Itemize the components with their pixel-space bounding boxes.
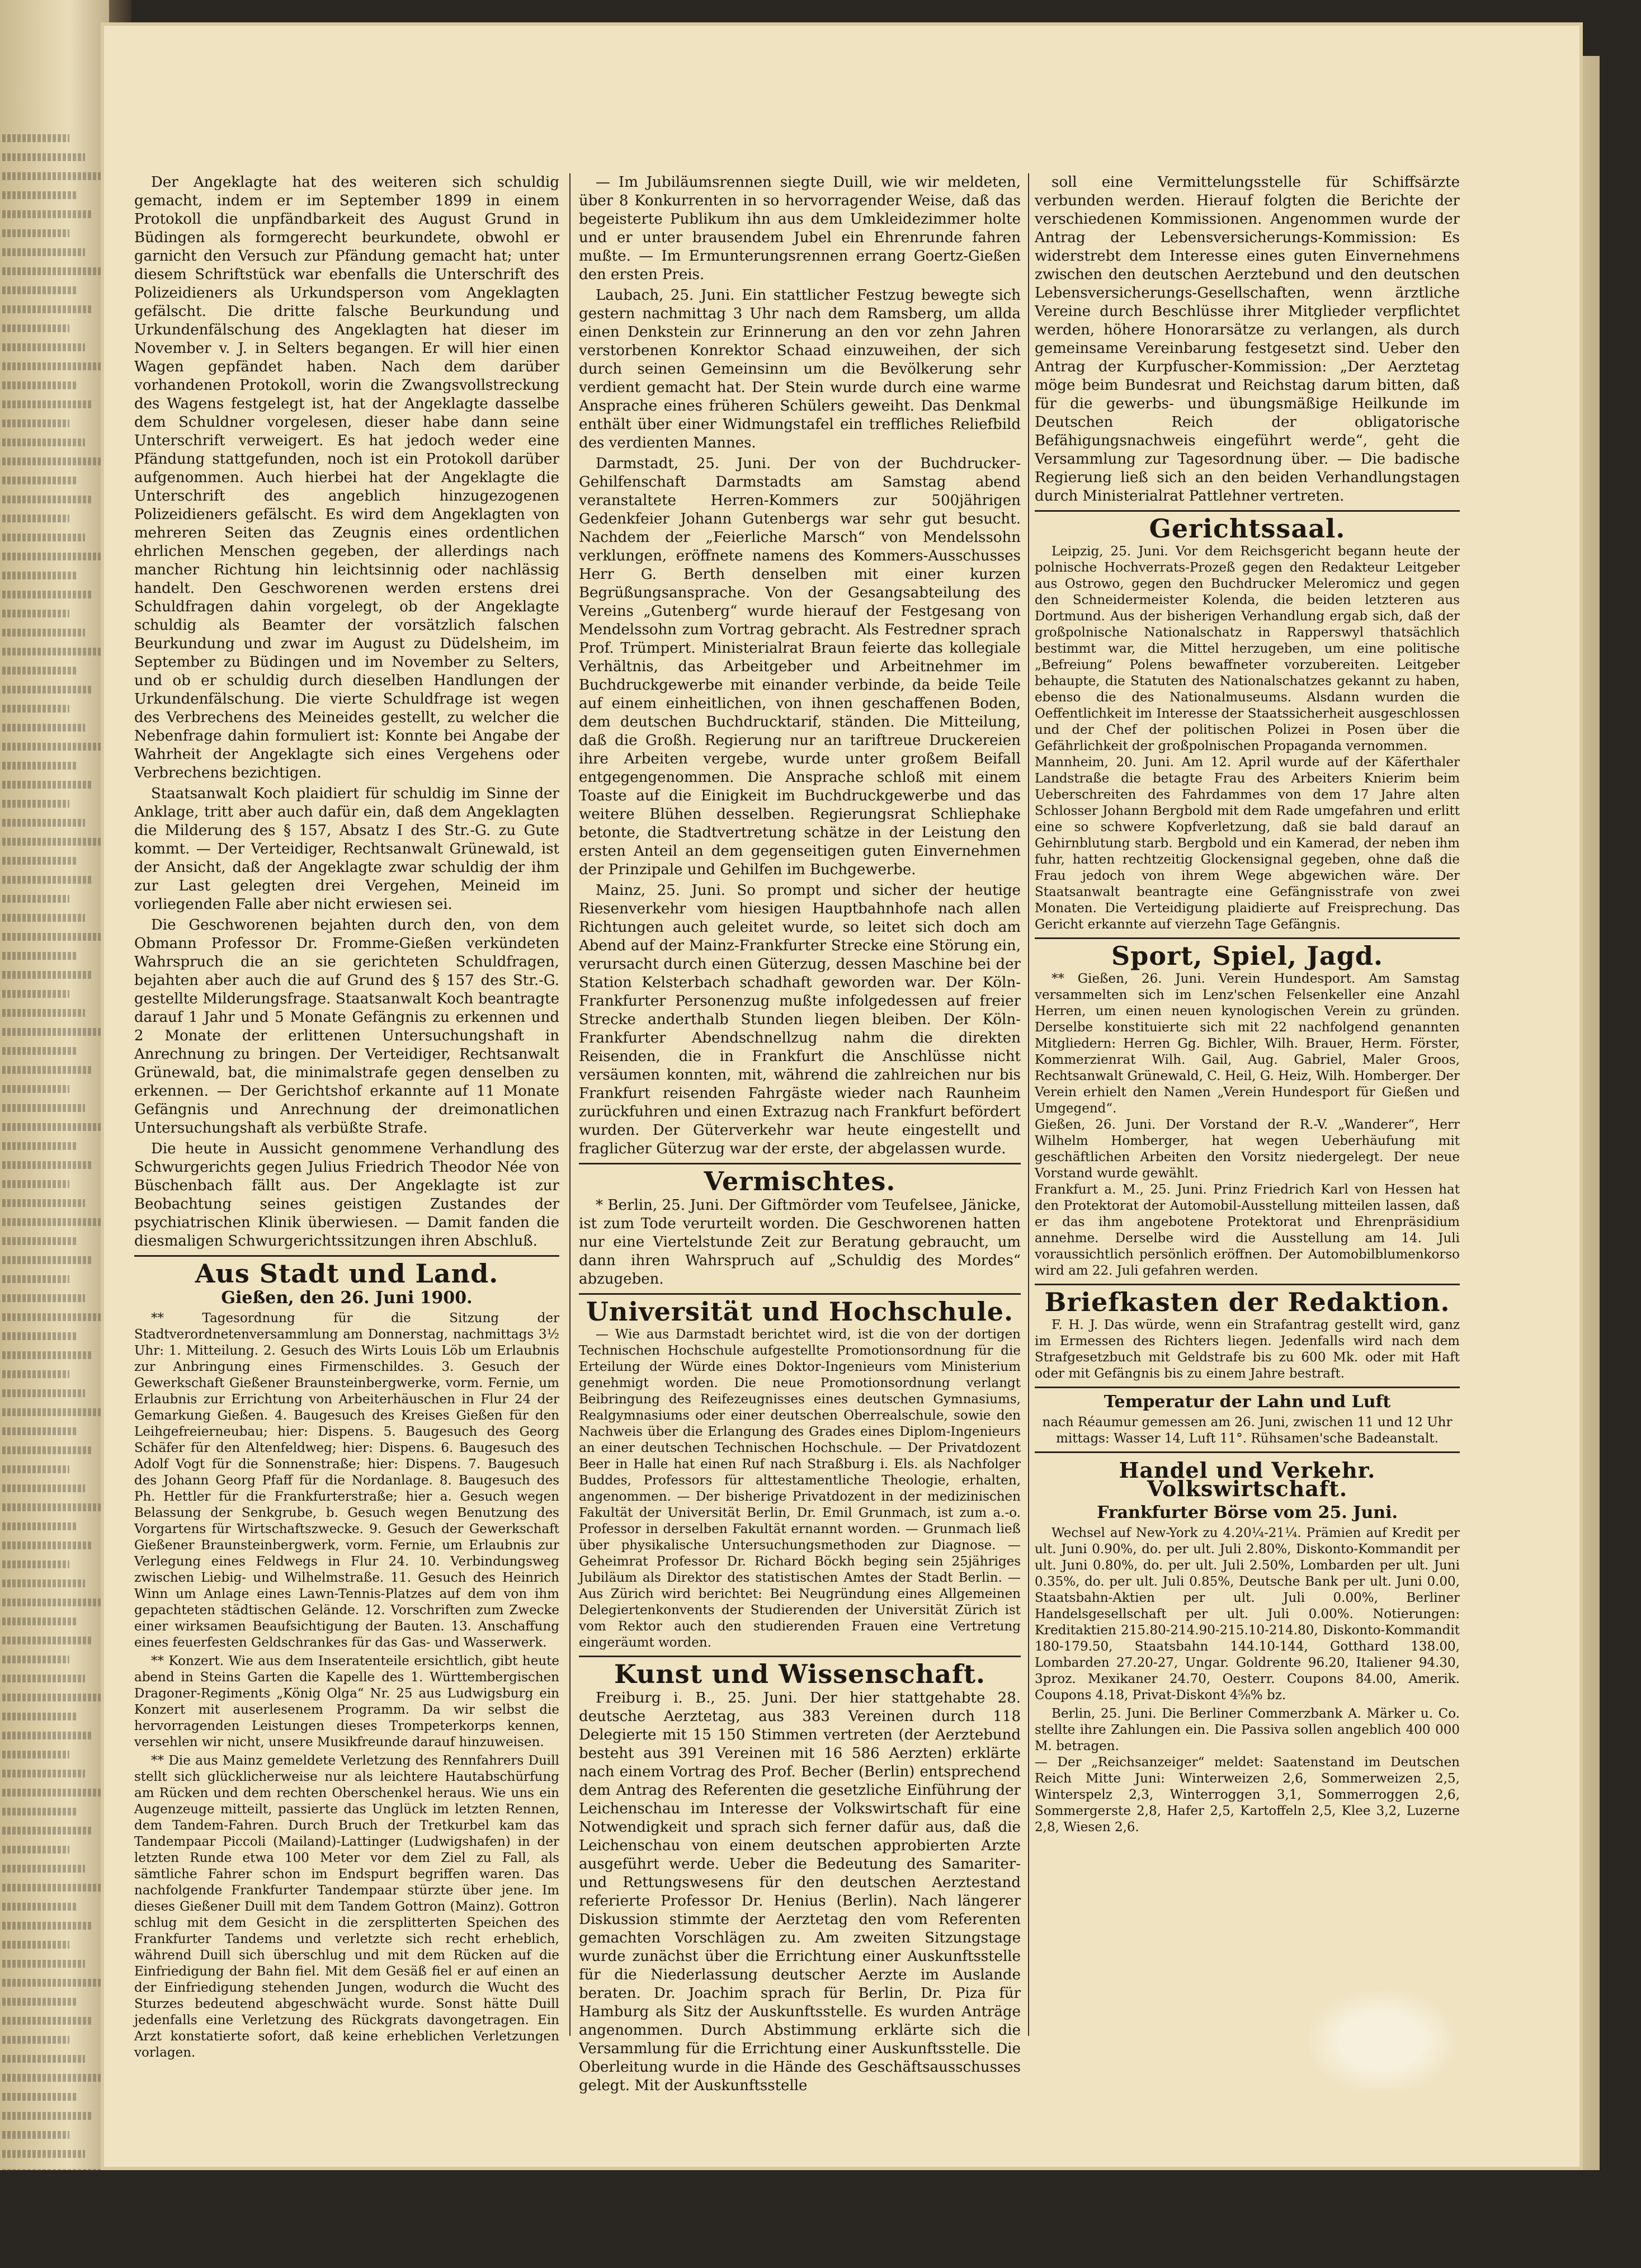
article-paragraph: soll eine Vermittelungsstelle für Schiffsärzte verbunden werden. Hierauf folgten die Berichte der verschiedenen Kommissionen. Angenommen wurde der Antrag der Lebensversicherungs-Kommission: Es widerstrebt dem Interesse eines guten Einvernehmens zwischen den deutschen Aerztebund und den deutschen Lebensversicherungs-Gesellschaften, wenn ärztliche Vereine durch Beschlüsse ihrer Mitglieder verpflichtet werden, höhere Honorarsätze zu verlangen, als durch gemeinsame Vereinbarung festgesetzt sind. Ueber den Antrag der Kurpfuscher-Kommission: „Der Aerztetag möge beim Bundesrat und Reichstag darum bitten, daß für die gewerbs- und übungsmäßige Heilkunde im Deutschen Reich der obligatorische Befähigungsnachweis eingeführt werde“, geht die Versammlung zur Tagesordnung über. — Die badische Regierung ließ sich an den beiden Verhandlungstagen durch Ministerialrat Pattlehner vertreten. (1035, 174, 1460, 504)
adjacent-page-text-line (2, 1066, 93, 1074)
adjacent-page-text-line (2, 1427, 77, 1435)
adjacent-page-text-line (2, 477, 77, 484)
adjacent-page-text-line (2, 1237, 77, 1245)
section-heading-letters: Briefkasten der Redaktion. (1044, 1287, 1450, 1317)
adjacent-page-text-line (2, 1294, 85, 1302)
adjacent-page-text-line (2, 1009, 85, 1017)
article-paragraph: Staatsanwalt Koch plaidiert für schuldig im Sinne der Anklage, tritt aber auch dafür ein, daß dem Angeklagten die Milderung des § 157, Absatz I des Str.-G. zu Gute kommt. — Der Verteidiger, Rechtsanwalt Grünewald, ist der Ansicht, daß der Angeklagte zwar schuldig der ihm zur Last gelegten drei Vergehen, Meineid im vorliegenden Falle aber nicht erwiesen sei. (134, 785, 559, 913)
adjacent-page-text-line (2, 2112, 93, 2120)
article-paragraph: Freiburg i. B., 25. Juni. Der hier stattgehabte 28. deutsche Aerztetag, aus 383 Vereinen durch 118 Delegierte mit 15 150 Stimmen vertreten (der Aerztebund besteht aus 391 Vereinen mit 16 586 Aerzten) erklärte nach einem Vortrag des Prof. Becher (Berlin) entsprechend dem Antrag des Referenten die gesetzliche Einführung der Leichenschau im Interesse der Volkswirtschaft für eine Notwendigkeit und sprach sich ferner dafür aus, daß die Leichenschau von einem deutschen approbierten Arzte ausgeführt werde. Ueber die Bedeutung des Samariter- und Rettungswesens für den deutschen Aerztestand referierte Professor Dr. Henius (Berlin). Nach längerer Diskussion stimmte der Aerztetag den vom Referenten gemachten Vorschlägen zu. Am zweiten Sitzungstage wurde zunächst über die Errichtung einer Auskunftsstelle für die Niederlassung deutscher Aerzte im Auslande beraten. Dr. Joachim sprach für Berlin, Dr. Piza für Hamburg als Sitz der Auskunftsstelle. Es wurden Anträge angenommen. Durch Abstimmung erklärte sich die Versammlung für die Errichtung einer Auskunftsstelle. Die Oberleitung wurde in die Hände des Geschäftsausschusses gelegt. Mit der Auskunftsstelle (579, 1690, 1021, 2094)
section-rule (1035, 1284, 1460, 1285)
article-paragraph: Der Angeklagte hat des weiteren sich schuldig gemacht, indem er im September 1899 in einem Protokoll die unpfändbarkeit des August Grund in Büdingen als formgerecht beurkundete, obwohl er garnicht den Versuch zur Pfändung gemacht hat; unter diesem Schriftstück war ebenfalls die Unterschrift des Polizeidieners als Urkundsperson vom Angeklagten gefälscht. Die dritte falsche Beurkundung und Urkundenfälschung des Angeklagten hat dieser im November v. J. in Selters begangen. Er will hier einen Wagen gepfändet haben. Nach dem darüber vorhandenen Protokoll, worin die Zwangsvollstreckung des Wagens festgelegt ist, hat der Angeklagte dasselbe dem Schuldner vorgelesen, dieser habe dann seine Unterschrift verweigert. Es hat jedoch weder eine Pfändung stattgefunden, noch ist ein Protokoll darüber aufgenommen. Auch hierbei hat der Angeklagte die Unterschrift des angeblich hinzugezogenen Polizeidieners gefälscht. Es wird dem Angeklagten von mehreren Seiten das Zeugnis eines ordentlichen ehrlichen Menschen gegeben, der allerdings nach mancher Richtung hin leichtsinnig oder nachlässig handelt. Den Geschworenen werden erstens drei Schuldfragen dahin vorgelegt, ob der Angeklagte schuldig als Beamter der vorsätzlich falschen Beurkundung und zwar im August zu Düdelsheim, im September zu Büdingen und im November zu Selters, und ob er schuldig durch dieselben Handlungen der Urkundenfälschung. Die vierte Schuldfrage ist wegen des Verbrechens des Meineides gestellt, zu welcher die Nebenfrage dahin formuliert ist: Konnte bei Angabe der Wahrheit der Angeklagte sich eines Vergehens oder Verbrechens bezichtigen. (134, 174, 559, 781)
adjacent-page-text-line (2, 1941, 69, 1949)
temperature-text: nach Réaumur gemessen am 26. Juni, zwischen 11 und 12 Uhr mittags: Wasser 14, Luft 11°. Rühsamen'sche Badeanstalt. (1042, 1415, 1453, 1446)
article-paragraph: Mainz, 25. Juni. So prompt und sicher der heutige Riesenverkehr vom hiesigen Hauptbahnhofe nach allen Richtungen auch geleitet wurde, so leitet sich doch am Abend auf der Mainz-Frankfurter Strecke eine Störung ein, verursacht durch einen Güterzug, dessen Maschine bei der Station Kelsterbach schadhaft geworden war. Der Köln-Frankfurter Personenzug mußte infolgedessen auf freier Strecke anderthalb Stunden liegen bleiben. Der Köln-Frankfurter Abendschnellzug nahm die direkten Reisenden, die in Frankfurt die Anschlüsse nicht versäumen konnten, mit, während die zahlreichen nur bis Frankfurt reisenden Fahrgäste wieder nach Raunheim zurückfuhren und einen Extrazug nach Frankfurt befördert wurden. Der Güterverkehr war heute eingestellt und fraglicher Güterzug war der erste, der abgelassen wurde. (579, 882, 1021, 1157)
adjacent-page-text-line (2, 667, 77, 675)
adjacent-page-text-line (2, 1884, 101, 1892)
adjacent-page-text-line (2, 172, 101, 180)
article-paragraph: ** Tagesordnung für die Sitzung der Stadtverordnetenversammlung am Donnerstag, nachmittags 3½ Uhr: 1. Mitteilung. 2. Gesuch des Wirts Louis Löb um Erlaubnis zur Anbringung eines Firmenschildes. 3. Gesuch der Gewerkschaft Gießener Braunsteinbergwerke, vorm. Fernie, um Erlaubnis zur Errichtung von Arbeiterhäuschen in Flur 24 der Gemarkung Gießen. 4. Baugesuch des Kreises Gießen für den Leihgefreierneubau; hier: Dispens. 5. Baugesuch des Georg Schäfer für den Altenfeldweg; hier: Dispens. 6. Baugesuch des Adolf Vogt für die Sonnenstraße; hier: Dispens. 7. Baugesuch des Johann Georg Pfaff für die Nordanlage. 8. Baugesuch des Ph. Hettler für die Frankfurterstraße; hier a. Gesuch wegen Belassung der Senkgrube, b. Gesuch wegen Benutzung des Vorgartens für Wirtschaftszwecke. 9. Gesuch der Gewerkschaft Gießener Braunsteinbergwerk, vorm. Fernie, um Erlaubnis zur Verlegung eines Feldwegs in Flur 24. 10. Verbindungsweg zwischen Liebig- und Wilhelmstraße. 11. Gesuch des Heinrich Winn um Anlage eines Lawn-Tennis-Platzes auf dem von ihm gepachteten städtischen Gelände. 12. Vorschriften zum Zwecke einer wirksamen Beaufsichtigung der Bauten. 13. Anschaffung eines feuerfesten Geldschrankes für das Gas- und Wasserwerk. (134, 1311, 559, 1650)
adjacent-page-text-line (2, 438, 85, 446)
adjacent-page-text-line (2, 153, 85, 161)
adjacent-page-text-line (2, 496, 93, 503)
scan-background (0, 2170, 1641, 2268)
adjacent-page-text-line (2, 2017, 93, 2025)
adjacent-page-text-line (2, 1846, 69, 1854)
adjacent-page-text-line (2, 1732, 93, 1739)
adjacent-page (0, 0, 115, 2268)
adjacent-page-text-line (2, 229, 69, 237)
adjacent-page-text-line (2, 286, 77, 294)
adjacent-page-text-line (2, 1028, 101, 1036)
adjacent-page-text-line (2, 1637, 93, 1644)
section-rule (579, 1293, 1021, 1295)
article-paragraph: Laubach, 25. Juni. Ein stattlicher Festzug bewegte sich gestern nachmittag 3 Uhr nach dem Ramsberg, um allda einen Denkstein zur Erinnerung an den vor zehn Jahren verstorbenen Konrektor Schaad einzuweihen, der sich durch seinen Gemeinsinn um die Bevölkerung sehr verdient gemacht hat. Der Stein wurde durch eine warme Ansprache eines früheren Schülers geweiht. Das Denkmal enthält über einer Widmungstafel ein treffliches Reliefbild des verdienten Mannes. (579, 287, 1021, 451)
article-paragraph: Wechsel auf New-York zu 4.20¼-21¼. Prämien auf Kredit per ult. Juni 0.90%, do. per ult. Juli 2.80%, Diskonto-Kommandit per ult. Juni 0.80%, do. per ult. Juli 2.50%, Lombarden per ult. Juni 0.35%, do. per ult. Juli 0.85%, Deutsche Bank per ult. Juni 0.00, Staatsbahn-Aktien per ult. Juli 0.00%, Berliner Handelsgesellschaft per ult. Juli 0.00%. Notierungen: Kreditaktien 215.80-214.90-215.10-214.80, Diskonto-Kommandit 180-179.50, Staatsbahn 144.10-144, Gotthard 138.00, Lombarden 27.20-27, Ungar. Goldrente 96.20, Italiener 94.30, 3proz. Mexikaner 24.70, Oesterr. Coupons 84.00, Amerik. Coupons 4.18, Privat-Diskont 4⅝% bz. (1035, 1526, 1460, 1703)
article-paragraph: ** Gießen, 26. Juni. Verein Hundesport. Am Samstag versammelten sich im Lenz'schen Felsenkeller eine Anzahl Herren, um einen neuen kynologischen Verein zu gründen. Derselbe konstituierte sich mit 22 nachfolgend genannten Mitgliedern: Herren Gg. Bichler, Wilh. Brauer, Herm. Förster, Kommerzienrat Wilh. Gail, Aug. Gabriel, Maler Groos, Rechtsanwalt Grünewald, C. Heil, G. Heiz, Wilh. Homberger. Der Verein erhielt den Namen „Verein Hundesport für Gießen und Umgegend“. Gießen, 26. Juni. Der Vorstand der R.-V. „Wanderer“, Herr Wilhelm Homberger, hat wegen Ueberhäufung mit geschäftlichen Arbeiten den Vorsitz niedergelegt. Der neue Vorstand wurde gewählt. Frankfurt a. M., 25. Juni. Prinz Friedrich Karl von Hessen hat den Protektorat der Automobil-Ausstellung mitteilen lassen, daß er das ihm angebotene Protektorat und Ehrenpräsidium annehme. Derselbe wird die Ausstellung am 14. Juli voraussichtlich persönlich eröffnen. Der Automobilblumenkorso wird am 22. Juli gefahren werden. (1035, 972, 1460, 1278)
adjacent-page-text-line (2, 724, 85, 732)
temperature-heading: Temperatur der Lahn und Luft (1104, 1392, 1391, 1412)
adjacent-page-text-line (2, 990, 69, 998)
adjacent-page-text-line (2, 267, 101, 275)
article-paragraph: Die heute in Aussicht genommene Verhandlung des Schwurgerichts gegen Julius Friedrich Theodor Née von Büschenbach fällt aus. Der Angeklagte ist zur Beobachtung seines geistigen Zustandes der psychiatrischen Klinik überwiesen. — Damit fanden die diesmaligen Schwurgerichtssitzungen ihren Abschluß. (134, 1140, 559, 1249)
article-paragraph: * Berlin, 25. Juni. Der Giftmörder vom Teufelsee, Jänicke, ist zum Tode verurteilt worden. Die Geschworenen hatten nur eine Viertelstunde Zeit zur Beratung gebraucht, um dann ihren Wahrspruch auf „Schuldig des Mordes“ abzugeben. (579, 1197, 1021, 1288)
adjacent-page-text-line (2, 191, 77, 199)
paper-damage (1309, 1991, 1454, 2092)
column-rule (1028, 173, 1029, 2036)
adjacent-page-text-line (2, 553, 101, 560)
article-paragraph: — Wie aus Darmstadt berichtet wird, ist die von der dortigen Technischen Hochschule aufgestellte Promotionsordnung für die Erteilung der Würde eines Doktor-Ingenieurs vom Ministerium genehmigt worden. Die neue Promotionsordnung verlangt Beibringung des Reifezeugnisses eines deutschen Gymnasiums, Realgymnasiums oder einer deutschen Oberrealschule, sowie den Nachweis über die Erlangung des Grades eines Diplom-Ingenieurs an einer deutschen Technischen Hochschule. — Der Privatdozent Beer in Halle hat einen Ruf nach Straßburg i. Els. als Nachfolger Buddes, Professors für alttestamentliche Theologie, erhalten, angenommen. — Der bisherige Privatdozent in der medizinischen Fakultät der Universität Berlin, Dr. Emil Grunmach, ist zum a.-o. Professor in derselben Fakultät ernannt worden. — Grunmach ließ über physikalische Untersuchungsmethoden zur Diagnose. — Geheimrat Professor Dr. Richard Böckh beging sein 25jähriges Jubiläum als Direktor des statistischen Amtes der Stadt Berlin. — Aus Zürich wird berichtet: Bei Neugründung eines Allgemeinen Delegiertenkonvents der Studierenden der Universität Zürich ist vom Rektor auch den studierenden Frauen eine Vertretung eingeräumt worden. (579, 1327, 1021, 1650)
adjacent-page-text-line (2, 534, 85, 541)
adjacent-page-text-line (2, 362, 101, 370)
section-heading-misc: Vermischtes. (704, 1166, 896, 1196)
adjacent-page-text-line (2, 1123, 101, 1131)
adjacent-page-text-line (2, 1618, 77, 1625)
column-3 (1035, 173, 1460, 2036)
column-1 (134, 173, 559, 2060)
adjacent-page-text-line (2, 1465, 69, 1473)
adjacent-page-text-line (2, 381, 77, 389)
dateline: Gießen, den 26. Juni 1900. (221, 1288, 473, 1308)
adjacent-page-text-line (2, 1599, 101, 1606)
adjacent-page-text-line (2, 1408, 101, 1416)
adjacent-page-text-line (2, 1979, 101, 1987)
adjacent-page-text-line (2, 629, 85, 636)
adjacent-page-text-line (2, 1275, 69, 1283)
adjacent-page-text-line (2, 1998, 77, 2006)
adjacent-page-text-line (2, 134, 69, 142)
adjacent-page-text-line (2, 1484, 85, 1492)
adjacent-page-text-line (2, 1351, 93, 1359)
adjacent-page-text-line (2, 1161, 93, 1169)
adjacent-page-text-line (2, 1560, 69, 1568)
section-rule (134, 1255, 559, 1257)
adjacent-page-text-line (2, 1332, 77, 1340)
adjacent-page-text-line (2, 1218, 101, 1226)
adjacent-page-text-line (2, 1789, 101, 1797)
article-paragraph: Berlin, 25. Juni. Die Berliner Commerzbank A. Märker u. Co. stellte ihre Zahlungen ein. Die Passiva sollen angeblich 400 000 M. betragen. — Der „Reichsanzeiger“ meldet: Saatenstand im Deutschen Reich Mitte Juni: Winterweizen 2,6, Sommerweizen 2,5, Winterspelz 2,3, Winterroggen 3,1, Sommerroggen 2,6, Sommergerste 2,8, Hafer 2,5, Kartoffeln 2,5, Klee 3,2, Luzerne 2,8, Wiesen 2,6. (1035, 1706, 1460, 1835)
adjacent-page-text-line (2, 971, 93, 979)
adjacent-page-text-line (2, 400, 93, 408)
adjacent-page-text-line (2, 2074, 101, 2082)
article-paragraph: — Im Jubiläumsrennen siegte Duill, wie wir meldeten, über 8 Konkurrenten in so hervorragender Weise, daß das begeisterte Publikum ihn aus dem Umkleidezimmer holte und er unter brausendem Jubel ein Ehrenrunde fahren mußte. — Im Ermunterungsrennen errang Goertz-Gießen den ersten Preis. (579, 174, 1021, 283)
adjacent-page-text-line (2, 1389, 85, 1397)
adjacent-page-text-line (2, 591, 93, 598)
article-paragraph: F. H. J. Das würde, wenn ein Strafantrag gestellt wird, ganz im Ermessen des Richters liegen. Jedenfalls wird nach dem Strafgesetzbuch mit Geldstrafe bis zu 600 Mk. oder mit Haft oder mit Gefängnis bis zu einem Jahre bestraft. (1035, 1318, 1460, 1381)
adjacent-page-text-line (2, 1541, 93, 1549)
section-heading-art-science: Kunst und Wissenschaft. (614, 1659, 986, 1689)
section-rule (1035, 1387, 1460, 1388)
adjacent-page-text-line (2, 1694, 101, 1701)
adjacent-page-text-line (2, 419, 69, 427)
adjacent-page-text-line (2, 800, 69, 808)
adjacent-page-text-line (2, 1579, 85, 1587)
adjacent-page-text-line (2, 1960, 85, 1968)
section-rule (1035, 937, 1460, 939)
adjacent-page-text-line (2, 2131, 69, 2139)
adjacent-page-text-line (2, 515, 69, 522)
adjacent-page-text-line (2, 1675, 85, 1682)
adjacent-page-text-line (2, 1180, 69, 1188)
adjacent-page-text-line (2, 1903, 77, 1911)
adjacent-page-text-line (2, 458, 101, 465)
section-rule (579, 1656, 1021, 1657)
adjacent-page-text-line (2, 1047, 77, 1055)
adjacent-page-text-line (2, 819, 85, 827)
adjacent-page-text-line (2, 1522, 77, 1530)
adjacent-page-text-line (2, 933, 101, 941)
adjacent-page-text-line (2, 1199, 85, 1207)
adjacent-page-text-line (2, 324, 69, 332)
adjacent-page-text-line (2, 2055, 85, 2063)
adjacent-page-text-line (2, 1503, 101, 1511)
adjacent-page-text-line (2, 1656, 69, 1663)
section-rule (1035, 1451, 1460, 1453)
adjacent-page-text-line (2, 857, 77, 865)
adjacent-page-text-line (2, 876, 93, 884)
section-heading-trade: Handel und Verkehr. Volkswirtschaft. (1119, 1458, 1376, 1501)
adjacent-page-text-line (2, 838, 101, 846)
adjacent-page-text-line (2, 1713, 77, 1720)
column-rule (569, 173, 570, 2036)
adjacent-page-text-line (2, 1827, 93, 1835)
adjacent-page-text-line (2, 2150, 85, 2158)
section-rule (1035, 510, 1460, 512)
article-paragraph: ** Konzert. Wie aus dem Inseratenteile ersichtlich, gibt heute abend in Steins Garten die Kapelle des 1. Württembergischen Dragoner-Regiments „König Olga“ Nr. 25 aus Ludwigsburg ein Konzert mit auserlesenem Programm. Da wir selbst die hervorragenden Leistungen dieses Trompeterkorps kennen, versehlen wir nicht, unsere Musikfreunde darauf hinzuweisen. (134, 1654, 559, 1750)
article-paragraph: Darmstadt, 25. Juni. Der von der Buchdrucker-Gehilfenschaft Darmstadts am Samstag abend veranstaltete Herren-Kommers zur 500jährigen Gedenkfeier Johann Gutenbergs war sehr gut besucht. Nachdem der „Feierliche Marsch“ von Mendelssohn verklungen, eröffnete namens des Kommers-Ausschusses Herr G. Berth denselben mit einer kurzen Begrüßungsansprache. Von der Gesangsabteilung des Vereins „Gutenberg“ wurde hierauf der Festgesang von Mendelssohn zum Vortrag gebracht. Als Festredner sprach Prof. Trümpert. Ministerialrat Braun feierte das kollegiale Verhältnis, das Arbeitgeber und Arbeitnehmer im Buchdruckgewerbe mit einander verbinde, da beide Teile auf einem einheitlichen, von ihnen geschaffenen Boden, dem deutschen Buchdrucktarif, ständen. Die Mitteilung, daß die Großh. Regierung nur an tariftreue Druckereien ihre Arbeiten vergebe, wurde unter großem Beifall entgegengenommen. Die Ansprache schloß mit einem Toaste auf die Einigkeit im Buchdruckgewerbe und das weitere Blühen desselben. Regierungsrat Schliephake betonte, die Stadtvertretung schätze in der Leistung den ersten Anteil an dem gegenseitigen guten Einvernehmen der Prinzipale und Gehilfen im Buchgewerbe. (579, 455, 1021, 878)
adjacent-page-text-line (2, 705, 69, 713)
exchange-heading: Frankfurter Börse vom 25. Juni. (1097, 1503, 1398, 1522)
article-paragraph: Die Geschworenen bejahten durch den, von dem Obmann Professor Dr. Fromme-Gießen verkündeten Wahrspruch die an sie gerichteten Schuldfragen, bejahten aber auch die auf Grund des § 157 des Str.-G. gestellte Milderungsfrage. Staatsanwalt Koch beantragte darauf 1 Jahr und 5 Monate Gefängnis zu erkennen und 2 Monate der erlittenen Untersuchungshaft in Anrechnung zu bringen. Der Verteidiger, Rechtsanwalt Grünewald, bat, die minimalstrafe gegen denselben zu erkennen. — Der Gerichtshof erkannte auf 11 Monate Gefängnis und Anrechnung der dreimonatlichen Untersuchungshaft als verbüßte Strafe. (134, 917, 559, 1137)
adjacent-page-text-line (2, 1770, 85, 1777)
adjacent-page-text-line (2, 2093, 77, 2101)
section-rule (579, 1163, 1021, 1164)
adjacent-page-text-line (2, 781, 93, 789)
adjacent-page-text-line (2, 762, 77, 770)
adjacent-page-text-line (2, 1313, 101, 1321)
adjacent-page-text-line (2, 305, 93, 313)
adjacent-page-text-line (2, 1256, 93, 1264)
section-heading-sport: Sport, Spiel, Jagd. (1111, 941, 1384, 971)
section-heading-local: Aus Stadt und Land. (195, 1258, 499, 1289)
adjacent-page-text-line (2, 1370, 69, 1378)
adjacent-page-text-line (2, 1865, 85, 1873)
article-paragraph: ** Die aus Mainz gemeldete Verletzung des Rennfahrers Duill stellt sich glücklicherweise nur als leichtere Hautabschürfung am Rücken und dem rechten Oberschenkel heraus. Wie uns ein Augenzeuge mitteilt, passierte das Unglück im letzten Rennen, dem Tandem-Fahren. Durch Bruch der Tretkurbel kam das Tandempaar Piccoli (Mailand)-Lattinger (Ludwigshafen) in der letzten Runde etwa 100 Meter vor dem Ziel zu Fall, als sämtliche Fahrer schon im Endspurt begriffen waren. Das nachfolgende Frankfurter Tandempaar stürzte über jene. Im dieses Gießener Duill mit dem Tandem Gottron (Mainz). Gottron schlug mit dem Gesicht in die zersplitterten Speichen des Frankfurter Tandems und verletzte sich recht erheblich, während Duill sich überschlug und mit dem Rücken auf die Einfriedigung der Bahn fiel. Mit dem Gesäß fiel er auf einen an der Einfriedigung stehenden Jungen, wodurch die Wucht des Sturzes bedeutend abgeschwächt wurde. Sonst hätte Duill jedenfalls eine Verletzung des Rückgrats davongetragen. Ein Arzt konstatierte sofort, daß keine erheblichen Verletzungen vorlagen. (134, 1753, 559, 2060)
adjacent-page-text-line (2, 1104, 85, 1112)
adjacent-page-text-line (2, 1446, 93, 1454)
adjacent-page-text-line (2, 248, 85, 256)
adjacent-page-text-line (2, 1808, 77, 1816)
adjacent-page-text-line (2, 686, 93, 694)
adjacent-page-text-line (2, 914, 85, 922)
section-heading-court: Gerichtssaal. (1149, 513, 1346, 544)
adjacent-page-text-line (2, 952, 77, 960)
adjacent-page-text-line (2, 1751, 69, 1758)
adjacent-page-text-line (2, 1142, 77, 1150)
adjacent-page-text-line (2, 895, 69, 903)
article-paragraph: Leipzig, 25. Juni. Vor dem Reichsgericht begann heute der polnische Hochverrats-Prozeß gegen den Redakteur Leitgeber aus Ostrowo, gegen den Buchdrucker Meleromicz und gegen den Schneidermeister Kolenda, die beiden letzteren aus Dortmund. Aus der bisherigen Verhandlung ergab sich, daß der großpolnische Nationalschatz in Rapperswyl thatsächlich bestimmt war, die Mittel herzugeben, um eine politische „Befreiung“ Polens bewaffneter vorzubereiten. Leitgeber behaupte, die Statuten des Nationalschatzes gekannt zu haben, ebenso die des Nationalmuseums. Alsdann wurden die Oeffentlichkeit im Interesse der Staatssicherheit ausgeschlossen und der Chef der politischen Polizei in Posen über die Gefährlichkeit der großpolnischen Propaganda vernommen. Mannheim, 20. Juni. Am 12. April wurde auf der Käferthaler Landstraße die betagte Frau des Arbeiters Knierim beim Ueberschreiten des Fahrdammes von dem 17 Jahre alten Schlosser Johann Bergbold mit dem Rade umgefahren und erlitt eine so schwere Kopfverletzung, daß sie bald darauf an Gehirnblutung starb. Bergbold und ein Kamerad, der neben ihm fuhr, hatten rechtzeitig Glockensignal gegeben, ohne daß die Frau jedoch von ihrem Wege abgewichen wäre. Der Staatsanwalt beantragte eine Gefängnisstrafe von zwei Monaten. Die Verteidigung plaidierte auf Freisprechung. Das Gericht erkannte auf vierzehn Tage Gefängnis. (1035, 544, 1460, 932)
adjacent-page-text-line (2, 210, 93, 218)
adjacent-page-text-line (2, 2036, 69, 2044)
adjacent-page-text-line (2, 1922, 93, 1930)
adjacent-page-text-line (2, 743, 101, 751)
section-heading-university: Universität und Hochschule. (586, 1296, 1014, 1327)
adjacent-page-text-line (2, 572, 77, 579)
adjacent-page-text-line (2, 648, 101, 656)
adjacent-page-text-line (2, 1085, 69, 1093)
column-2 (579, 173, 1021, 2094)
adjacent-page-text-line (2, 343, 85, 351)
adjacent-page-text-line (2, 610, 69, 617)
